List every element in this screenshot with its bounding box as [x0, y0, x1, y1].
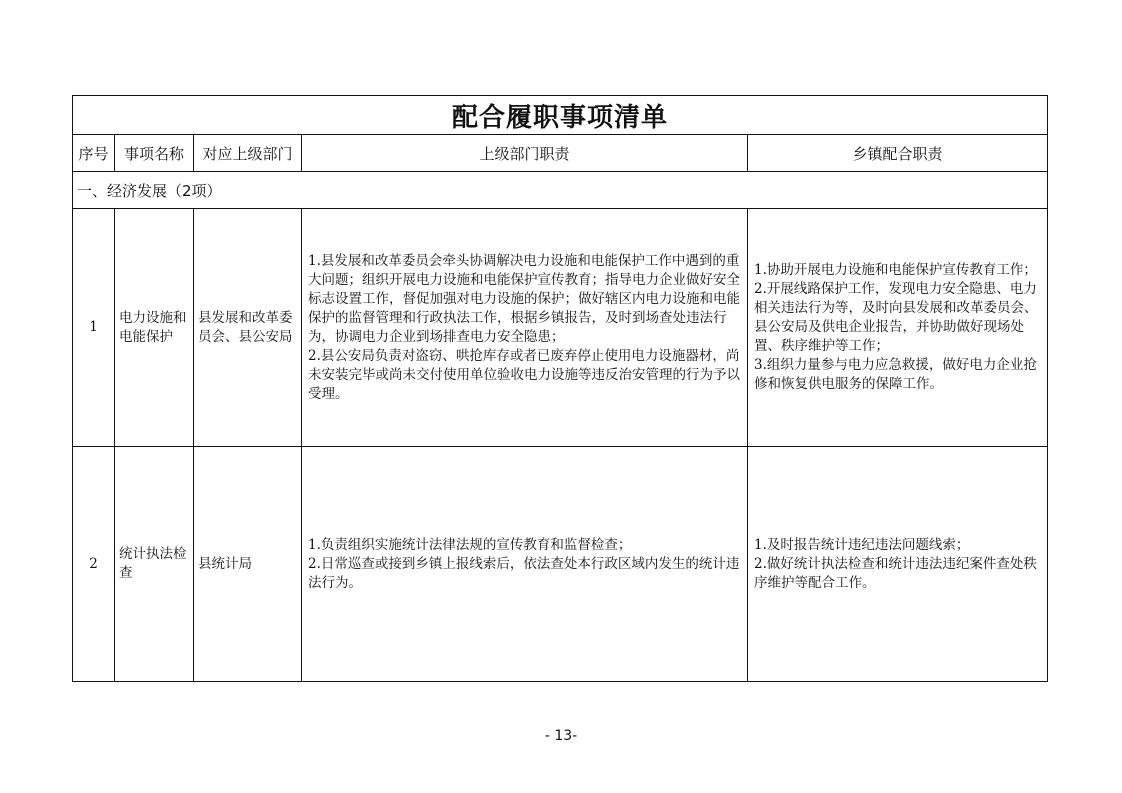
- row-name: 电力设施和电能保护: [115, 209, 194, 447]
- row-duty-upper: [302, 209, 748, 447]
- row-dept: 县发展和改革委员会、县公安局: [194, 209, 302, 447]
- duty-line: 1.县发展和改革委员会牵头协调解决电力设施和电能保护工作中遇到的重大问题；组织开展电力设施和电能保护宣传教育；指导电力企业做好安全标志设置工作，督促加强对电力设施的保护；做好辖区内电力设施和电能保护的监督管理和行政执法工作，根据乡镇报告，及时到场查处违法行为，协调电力企业到场排查电力安全隐患；: [308, 252, 740, 345]
- header-duty-town: 乡镇配合职责: [748, 135, 1048, 172]
- page-number: - 13-: [544, 728, 578, 744]
- row-duty-upper: [302, 447, 748, 682]
- section-title: 一、经济发展（2项）: [73, 172, 1048, 209]
- row-no: 1: [73, 209, 115, 447]
- header-duty-upper: 上级部门职责: [302, 135, 748, 172]
- duty-line: 2.日常巡查或接到乡镇上报线索后，依法查处本行政区域内发生的统计违法行为。: [308, 555, 740, 591]
- table-row: [73, 209, 1048, 447]
- duty-line: 1.及时报告统计违纪违法问题线索；: [754, 536, 970, 553]
- row-duty-town: [748, 209, 1048, 447]
- section-row: [73, 172, 1048, 209]
- duty-line: 2.县公安局负责对盗窃、哄抢库存或者已废弃停止使用电力设施器材，尚未安装完毕或尚未交付使用单位验收电力设施等违反治安管理的行为予以受理。: [308, 347, 740, 402]
- header-no: 序号: [73, 135, 115, 172]
- table-title: 配合履职事项清单: [73, 96, 1048, 135]
- duty-line: 2.做好统计执法检查和统计违法违纪案件查处秩序维护等配合工作。: [754, 555, 1037, 591]
- duty-line: 1.负责组织实施统计法律法规的宣传教育和监督检查；: [308, 536, 632, 553]
- header-row: [73, 135, 1048, 172]
- row-dept: 县统计局: [194, 447, 302, 682]
- header-dept: 对应上级部门: [194, 135, 302, 172]
- header-name: 事项名称: [115, 135, 194, 172]
- duty-table: [72, 95, 1048, 682]
- row-name: 统计执法检查: [115, 447, 194, 682]
- table-row: [73, 447, 1048, 682]
- document-sheet: [72, 95, 1047, 682]
- row-no: 2: [73, 447, 115, 682]
- row-duty-town: [748, 447, 1048, 682]
- duty-line: 3.组织力量参与电力应急救援，做好电力企业抢修和恢复供电服务的保障工作。: [754, 357, 1037, 392]
- duty-line: 1.协助开展电力设施和电能保护宣传教育工作；: [754, 262, 1037, 278]
- duty-line: 2.开展线路保护工作，发现电力安全隐患、电力相关违法行为等，及时向县发展和改革委员会、县公安局及供电企业报告，并协助做好现场处置、秩序维护等工作；: [754, 281, 1038, 354]
